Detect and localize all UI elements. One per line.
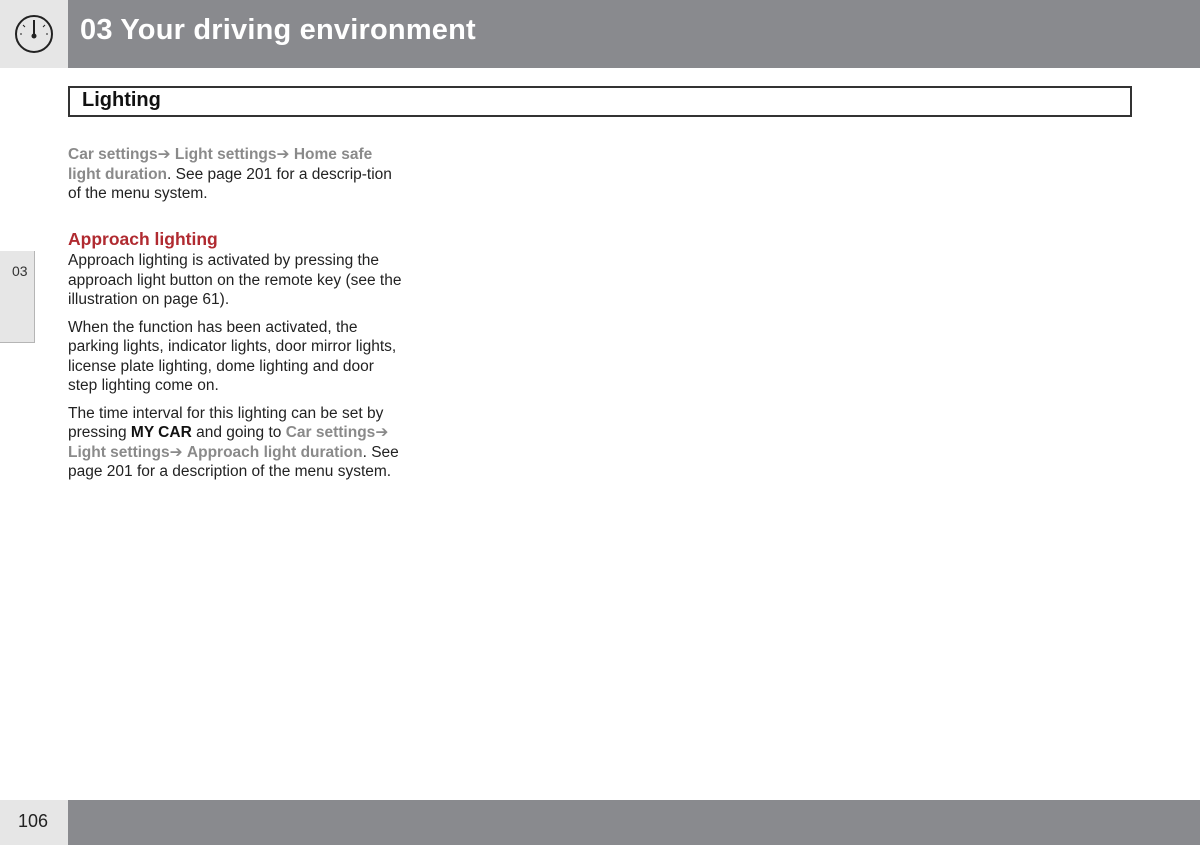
arrow-icon: ➔ <box>169 443 183 461</box>
paragraph-text: The time interval for this lighting can be set by pressing <box>68 404 384 441</box>
chapter-header <box>0 0 1200 68</box>
intro-text: . See page 201 for a descrip-tion of the menu system. <box>68 165 392 202</box>
section-heading-box <box>68 86 1132 117</box>
approach-paragraph-3 <box>68 404 403 482</box>
arrow-icon: ➔ <box>276 146 290 163</box>
speedometer-icon <box>14 14 54 54</box>
menu-path-item: Car settings <box>285 424 376 441</box>
section-title: Lighting <box>82 89 161 111</box>
main-content <box>68 145 403 490</box>
paragraph-text: and going to <box>191 424 286 441</box>
page-number-box <box>0 800 68 845</box>
menu-path-item: Light settings <box>68 443 170 461</box>
button-name: MY CAR <box>130 424 192 441</box>
paragraph-text: . See page 201 for a description of the menu system. <box>68 443 399 480</box>
side-tab-label: 03 <box>12 263 28 279</box>
chapter-icon-box <box>0 0 68 68</box>
menu-path-item: Light settings <box>174 146 277 163</box>
chapter-title: 03 Your driving environment <box>80 14 476 46</box>
chapter-side-tab <box>0 251 35 343</box>
approach-lighting-heading: Approach lighting <box>68 228 218 249</box>
approach-paragraph-1: Approach lighting is activated by pressing the approach light button on the remote key (see the illustration on page 61). <box>68 252 402 308</box>
intro-paragraph <box>68 145 403 204</box>
menu-path-item: Home safe light duration <box>68 146 373 183</box>
page-number: 106 <box>18 811 49 831</box>
page-footer <box>0 800 1200 845</box>
menu-path-item: Approach light duration <box>186 443 363 461</box>
approach-paragraph-2: When the function has been activated, the parking lights, indicator lights, door mirror lights, license plate lighting, dome lighting and door step lighting come on. <box>68 318 397 394</box>
arrow-icon: ➔ <box>375 424 389 441</box>
arrow-icon: ➔ <box>157 146 171 163</box>
menu-path-item: Car settings <box>68 146 158 163</box>
